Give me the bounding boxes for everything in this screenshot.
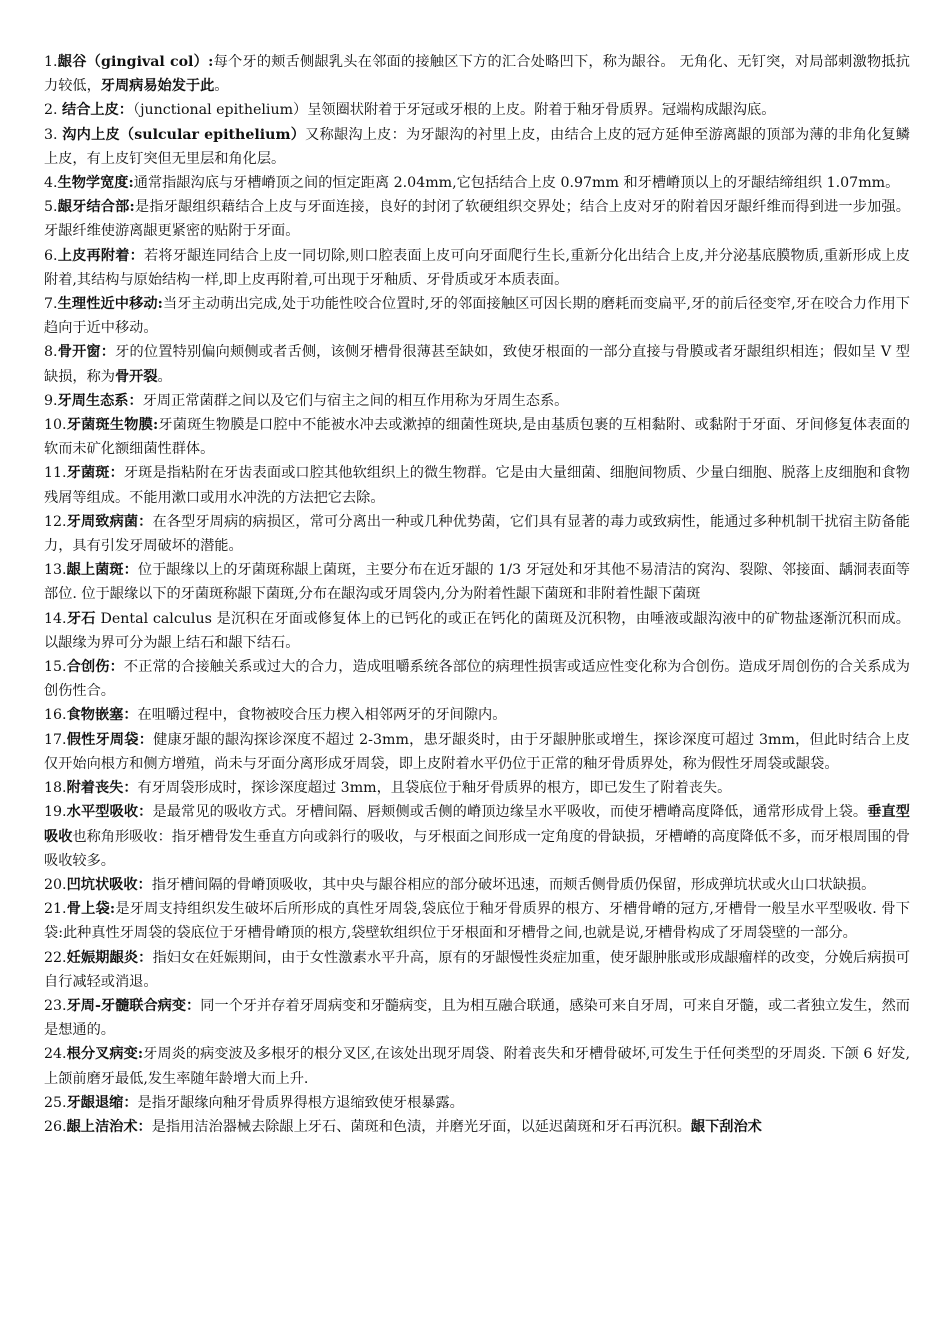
entry-term: 水平型吸收 [66,804,139,821]
entry-text: （junctional epithelium）呈领圈状附着于牙冠或牙根的上皮。附着于釉牙骨质界。冠端构成龈沟底。 [133,102,776,119]
entry-term: 龈牙结合部 [57,199,130,216]
entry-term: 骨上袋 [66,901,110,918]
entry-number: 15. [44,659,67,676]
entry-text: 在各型牙周病的病损区，常可分离出一种或几种优势菌，它们具有显著的毒力或致病性，能通过多种机制干扰宿主防备能力，具有引发牙周破坏的潜能。 [44,513,910,555]
entry-emphasis: 牙周病易始发于此 [100,78,215,95]
entry-text: 又称龈沟上皮：为牙龈沟的衬里上皮，由结合上皮的冠方延伸至游离龈的顶部为薄的非角化复鳞上皮，有上皮钉突但无里层和角化层。 [44,126,910,167]
entry-13 [44,558,910,606]
entry-text: 每个牙的颊舌侧龈乳头在邻面的接触区下方的汇合处略凹下，称为龈谷。 无角化、无钉突，对局部刺激物抵抗力较低， [44,54,910,95]
entry-11 [44,461,910,509]
entry-separator: : [137,1046,144,1063]
entry-emphasis: 龈下刮治术 [690,1118,762,1135]
entry-separator: ： [123,562,138,579]
entry-14 [44,607,910,655]
entry-separator: : [208,54,214,70]
entry-6 [44,244,910,292]
entry-text: 若将牙龈连同结合上皮一同切除,则口腔表面上皮可向牙面爬行生长,重新分化出结合上皮,并分泌基底膜物质,重新形成上皮附着,其结构与原始结构一样,即上皮再附着,可出现于牙釉质、牙骨质或牙本质表面。 [44,247,910,288]
entry-term: 牙周生态系 [57,392,129,409]
entry-term: 假性牙周袋 [66,731,139,748]
entry-separator: ： [138,804,153,821]
entry-text: 牙周炎的病变波及多根牙的根分叉区,在该处出现牙周袋、附着丧失和牙槽骨破坏,可发生于任何类型的牙周炎. 下颌 6 好发,上颌前磨牙最低,发生率随年龄增大而上升. [44,1046,910,1087]
entry-separator: : [128,175,134,192]
entry-term: 凹坑状吸收 [66,876,138,893]
entry-number: 24. [44,1046,67,1063]
entry-separator: ： [186,997,201,1014]
entry-term: 牙龈退缩 [66,1094,124,1111]
entry-text: 同一个牙并存着牙周病变和牙髓病变，且为相互融合联通，感染可来自牙周，可来自牙髓，或二者独立发生，然而是想通的。 [44,997,910,1039]
entry-text: 是指用洁治器械去除龈上牙石、菌斑和色渍，并磨光牙面，以延迟菌斑和牙石再沉积。 [151,1118,691,1135]
entry-term: 牙周致病菌 [66,513,139,530]
entry-text: 是牙周支持组织发生破坏后所形成的真性牙周袋,袋底位于釉牙骨质界的根方、牙槽骨嵴的冠方,牙槽骨一般呈水平型吸收. 骨下袋:此种真性牙周袋的袋底位于牙槽骨嵴顶的根方,袋壁软组织位于牙根面和牙槽骨之间,也就是说,牙槽骨构成了牙周袋壁的一部分。 [44,901,910,942]
entry-term: 龈上洁治术 [66,1118,138,1135]
entry-term: 沟内上皮（sulcular epithelium） [62,126,306,143]
entry-term: 牙菌斑 [66,465,110,482]
entry-number: 6. [44,247,58,264]
entry-20 [44,873,910,897]
entry-23 [44,994,910,1042]
document-page [44,50,910,1139]
entry-number: 22. [44,949,67,966]
entry-term: 龈谷（gingival col） [57,54,209,70]
entry-number: 3. [44,126,63,143]
entry-term: 龈上菌斑 [66,562,124,579]
entry-separator: ： [138,731,154,748]
entry-tail: 也称角形吸收：指牙槽骨发生垂直方向或斜行的吸收，与牙根面之间形成一定角度的骨缺损，牙槽嵴的高度降低不多，而牙根周围的骨吸收较多。 [44,828,910,869]
entry-number: 12. [44,513,67,530]
entry-separator: ： [137,876,152,893]
entry-term: 附着丧失 [66,780,124,797]
entry-term: 合创伤 [66,659,110,676]
entry-26 [44,1115,910,1139]
entry-19 [44,800,910,873]
entry-number: 26. [44,1118,67,1135]
entry-number: 23. [44,997,67,1014]
entry-term: 食物嵌塞 [66,707,124,724]
entry-number: 13. [44,562,67,579]
entry-emphasis: 垂直型吸收 [44,804,910,845]
entry-separator: ： [138,513,153,530]
entry-text: 是指牙龈缘向釉牙骨质界得根方退缩致使牙根暴露。 [137,1094,464,1111]
entry-text: 是指牙龈组织藉结合上皮与牙面连接，良好的封闭了软硬组织交界处；结合上皮对牙的附着因牙龈纤维而得到进一步加强。牙龈纤维使游离龈更紧密的贴附于牙面。 [44,199,910,240]
entry-term: 生物学宽度 [57,175,129,192]
entry-number: 10. [44,417,67,434]
entry-number: 11. [44,465,67,482]
entry-separator: ： [123,707,138,724]
entry-separator: ： [123,1094,138,1111]
entry-number: 2. [44,102,63,119]
entry-separator: ： [128,392,143,409]
entry-3 [44,123,910,171]
entry-term: 妊娠期龈炎 [66,949,139,966]
entry-separator: ： [123,780,138,797]
entry-number: 16. [44,707,67,724]
entry-text: 牙的位置特别偏向颊侧或者舌侧，该侧牙槽骨很薄甚至缺如，致使牙根面的一部分直接与骨膜或者牙龈组织相连；假如呈 V 型缺损，称为 [44,344,910,385]
entry-9 [44,389,910,413]
entry-12 [44,510,910,558]
entry-number: 8. [44,344,58,361]
entry-emphasis: 骨开裂 [114,368,158,385]
entry-number: 5. [44,199,58,216]
entry-separator: ： [100,344,116,361]
entry-7 [44,292,910,340]
entry-number: 7. [44,296,58,313]
entry-5 [44,195,910,243]
entry-number: 18. [44,780,67,797]
entry-number: 25. [44,1094,67,1111]
entry-text: 牙菌斑生物膜是口腔中不能被水冲去或漱掉的细菌性斑块,是由基质包裹的互相黏附、或黏附于牙面、牙间修复体表面的软而未矿化额细菌性群体。 [44,417,910,458]
entry-text: 有牙周袋形成时，探诊深度超过 3mm，且袋底位于釉牙骨质界的根方，即已发生了附着丧失。 [137,780,732,797]
entry-separator: : [109,901,116,918]
entry-15 [44,655,910,703]
entry-term: 牙周-牙髓联合病变 [66,997,187,1014]
entry-number: 1. [44,54,58,70]
entry-separator: ： [129,247,144,264]
entry-16 [44,703,910,727]
entry-term: 上皮再附着 [57,247,130,264]
entry-text: 牙斑是指粘附在牙齿表面或口腔其他软组织上的微生物群。它是由大量细菌、细胞间物质、少量白细胞、脱落上皮细胞和食物残屑等组成。不能用漱口或用水冲洗的方法把它去除。 [44,465,910,506]
entry-18 [44,776,910,800]
entry-25 [44,1091,910,1115]
entry-separator: ： [137,1118,152,1135]
entry-number: 19. [44,804,67,821]
entry-21 [44,897,910,945]
entry-term: 牙菌斑生物膜 [66,417,153,434]
entry-text: 是最常见的吸收方式。牙槽间隔、唇颊侧或舌侧的嵴顶边缘呈水平吸收，而使牙槽嵴高度降低，通常形成骨上袋。 [152,804,868,821]
entry-text: 牙周正常菌群之间以及它们与宿主之间的相互作用称为牙周生态系。 [142,392,569,409]
entry-term: 骨开窗 [57,344,101,361]
entry-text: 不正常的合接触关系或过大的合力，造成咀嚼系统各部位的病理性损害或适应性变化称为合创伤。造成牙周创伤的合关系成为创伤性合。 [44,659,910,700]
entry-text: 指妇女在妊娠期间，由于女性激素水平升高，原有的牙龈慢性炎症加重，使牙龈肿胀或形成龈瘤样的改变，分娩后病损可自行减轻或消退。 [44,949,910,990]
entry-text: 健康牙龈的龈沟探诊深度不超过 2-3mm，患牙龈炎时，由于牙龈肿胀或增生，探诊深度可超过 3mm，但此时结合上皮仅开始向根方和侧方增殖，尚未与牙面分离形成牙周袋，即上皮附着水平仍位于正常的釉牙骨质界处，称为假性牙周袋或龈袋。 [44,731,910,772]
entry-number: 20. [44,876,67,893]
entry-number: 14. [44,610,67,627]
entry-17 [44,728,910,776]
entry-separator: ： [109,659,124,676]
entry-term: 根分叉病变 [66,1046,138,1063]
entry-2 [44,98,910,122]
entry-term: 结合上皮： [62,102,133,119]
entry-10 [44,413,910,461]
entry-8 [44,340,910,388]
entry-text: 当牙主动萌出完成,处于功能性咬合位置时,牙的邻面接触区可因长期的磨耗而变扁平,牙的前后径变窄,牙在咬合力作用下趋向于近中移动。 [44,296,910,337]
entry-tail: 。 [214,78,229,95]
entry-24 [44,1042,910,1090]
entry-text: 在咀嚼过程中，食物被咬合压力楔入相邻两牙的牙间隙内。 [137,707,507,724]
entry-22 [44,946,910,994]
entry-separator: : [129,199,135,216]
entry-text: Dental calculus 是沉积在牙面或修复体上的已钙化的或正在钙化的菌斑及沉积物，由唾液或龈沟液中的矿物盐逐渐沉积而成。以龈缘为界可分为龈上结石和龈下结石。 [44,610,910,651]
entry-term: 生理性近中移动 [57,296,158,313]
entry-number: 9. [44,392,58,409]
entry-term: 牙石 [66,610,96,627]
entry-1 [44,50,910,98]
entry-separator: ： [109,465,124,482]
entry-text: 通常指龈沟底与牙槽嵴顶之间的恒定距离 2.04mm,它包括结合上皮 0.97mm 和牙槽嵴顶以上的牙龈结缔组织 1.07mm。 [133,175,900,192]
entry-separator: ： [138,949,153,966]
entry-number: 17. [44,731,67,748]
entry-separator: : [157,296,163,313]
entry-4 [44,171,910,195]
entry-number: 4. [44,175,58,192]
entry-separator: : [152,417,159,434]
entry-text: 指牙槽间隔的骨嵴顶吸收，其中央与龈谷相应的部分破坏迅速，而颊舌侧骨质仍保留，形成弹坑状或火山口状缺损。 [151,876,876,893]
entry-number: 21. [44,901,67,918]
entry-text: 位于龈缘以上的牙菌斑称龈上菌斑，主要分布在近牙龈的 1/3 牙冠处和牙其他不易清洁的窝沟、裂隙、邻接面、龋洞表面等部位. 位于龈缘以下的牙菌斑称龈下菌斑,分布在龈沟或牙周袋内,分为附着性龈下菌斑和非附着性龈下菌斑 [44,562,910,603]
entry-tail: 。 [157,368,172,385]
